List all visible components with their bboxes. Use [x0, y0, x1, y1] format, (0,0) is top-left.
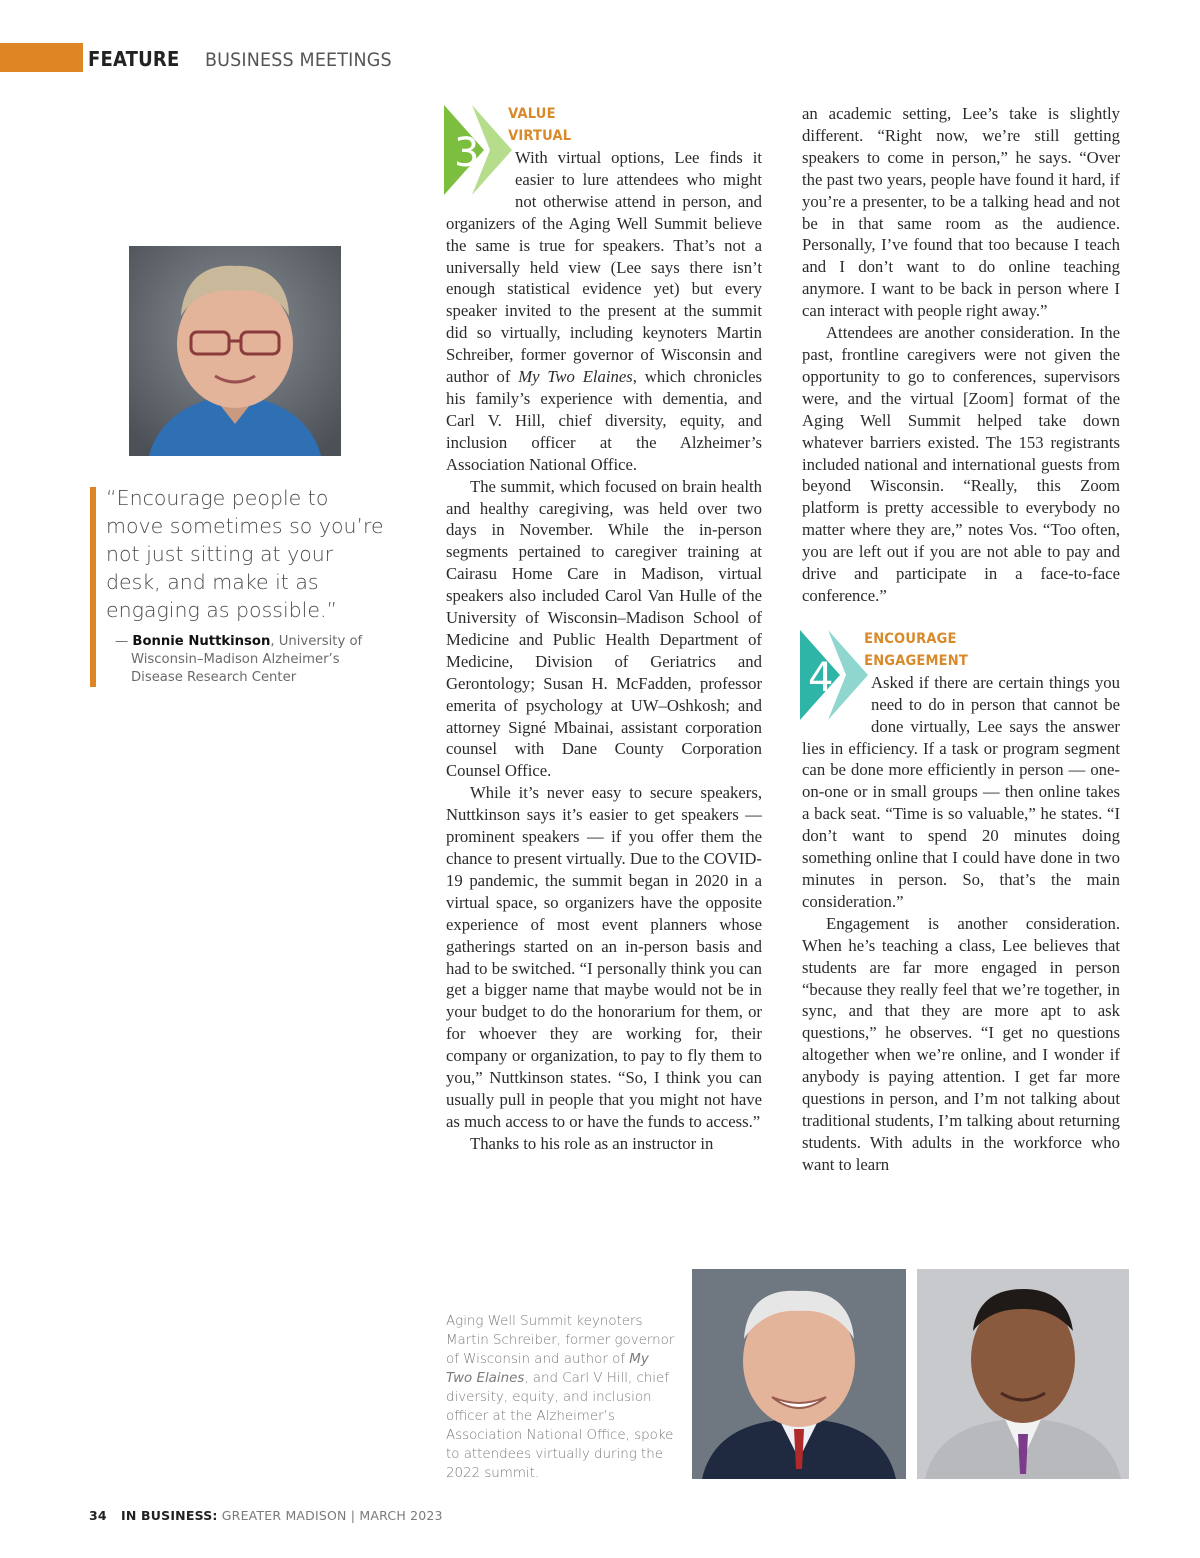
quote-attribution [115, 633, 385, 687]
paragraph: Asked if there are certain things you need to do in person that cannot be done virtually, Lee says the answer lies in efficiency. If a task or program segment can be done more efficiently in person — one-on-one or in small groups — then online takes a back seat. “Time is so valuable,” he states. “I don’t want to spend 20 minutes doing something online that I could have done in two minutes in person. So, that’s the main consideration.” [802, 672, 1120, 911]
page-footer [89, 1508, 443, 1523]
portrait-photo [129, 246, 341, 456]
section-label: FEATURE [88, 47, 180, 71]
article-column-1 [446, 103, 762, 1155]
paragraph: Engagement is another consideration. When he’s teaching a class, Lee believes that students are far more engaged in person “because they really feel that we’re together, in sync, and that they are more apt to ask questions,” he observes. “I get no questions altogether when we’re online, and I wonder if anybody is paying attention. I get far more questions in person, and I’m not talking about traditional students, I’m talking about returning students. With adults in the workforce who want to learn [802, 913, 1120, 1174]
footer-separator: | [346, 1508, 360, 1523]
attribution-name: Bonnie Nuttkinson [132, 634, 271, 649]
page-number: 34 [89, 1508, 107, 1523]
pull-quote-text: “Encourage people to move sometimes so you’re not just sitting at your desk, and make it as engaging as possible.” [106, 486, 384, 622]
keynoter-photo-schreiber [692, 1269, 906, 1479]
section-4-title-1: ENCOURAGE [864, 630, 957, 647]
magazine-name: IN BUSINESS: [120, 1508, 218, 1523]
section-3-title-2: VIRTUAL [508, 128, 572, 144]
attribution-dash: — [115, 634, 129, 649]
article-column-2 [802, 103, 1120, 1176]
paragraph: While it’s never easy to secure speakers, Nuttkinson says it’s easier to get speakers — prominent speakers — if you offer them the chance to present virtually. Due to the COVID-19 pandemic, the summit began in 2020 in a virtual space, so organizers have the opposite experience of most event planners whose gatherings started on an in-person basis and had to be switched. “I personally think you can get a bigger name that maybe would not be in your budget to do the honorarium for them, or for whoever they are working for, their company or organization, to pay to fly them to you,” Nuttkinson states. “So, I think you can usually pull in people that you might not have as much access to or have the funds to access.” [446, 783, 762, 1131]
pull-quote [106, 484, 386, 624]
keynoter-photo-hill [917, 1269, 1129, 1479]
paragraph: Attendees are another consideration. In the past, frontline caregivers were not given the opportunity to go to conferences, supervisors were, and the virtual [Zoom] format of the Aging Well Summit helped take down whatever barriers existed. The 153 registrants included national and international guests from beyond Wisconsin. “Really, this Zoom platform is pretty accessible to everybody no matter where they are,” notes Vos. “Too often, you are left out if you are not able to pay and drive and participate in a face-to-face conference.” [802, 323, 1120, 605]
attribution-affiliation-1: , University of [270, 634, 363, 649]
section-header [88, 44, 408, 72]
book-title: My Two Elaines [518, 367, 633, 387]
section-topic: BUSINESS MEETINGS [204, 49, 392, 71]
quote-accent-bar [90, 487, 96, 687]
header-accent-bar [0, 43, 83, 72]
photo-caption: Aging Well Summit keynoters Martin Schreiber, former governor of Wisconsin and author of My Two Elaines, and Carl V Hill, chief diversity, equity, and inclusion officer at the Alzheimer’s Association National Office, spoke to attendees virtually during the 2022 summit. [446, 1314, 675, 1481]
section-3-number: 3 [454, 130, 480, 176]
section-4-title-2: ENGAGEMENT [864, 652, 968, 669]
section-4-number: 4 [808, 654, 834, 701]
caption-book-title: My Two Elaines [446, 1352, 649, 1386]
paragraph: Thanks to his role as an instructor in [470, 1133, 714, 1153]
magazine-edition: GREATER MADISON [217, 1508, 347, 1523]
attribution-affiliation-2: Wisconsin–Madison Alzheimer’s Disease Research Center [131, 652, 340, 685]
issue-date: MARCH 2023 [359, 1508, 443, 1523]
section-3-title-1: VALUE [508, 106, 556, 122]
paragraph: With virtual options, Lee finds it easier to lure attendees who might not otherwise attend in person, and organizers of the Aging Well Summit believe the same is true for speakers. That’s not a universally held view (Lee says there isn’t enough statistical evidence yet) but every speaker invited to the present at the summit did so virtually, including keynoters Martin Schreiber, former governor of Wisconsin and author of My Two Elaines, which chronicles his family’s experience with dementia, and Carl V. Hill, chief diversity, equity, and inclusion officer at the Alzheimer’s Association National Office. [446, 148, 762, 474]
paragraph: an academic setting, Lee’s take is slightly different. “Right now, we’re still getting speakers to come in person,” he says. “Over the past two years, people have found it hard, if you’re a presenter, to be a talking head and not be in that same room as the audience. Personally, I’ve found that too because I teach and I don’t want to do online teaching anymore. I want to be back in person where I can interact with people right away.” [802, 104, 1120, 321]
paragraph: The summit, which focused on brain health and healthy caregiving, was held over two days in November. While the in-person segments pertained to caregiver training at Cairasu Home Care in Madison, virtual speakers also included Carol Van Hulle of the University of Wisconsin–Madison School of Medicine and Public Health Department of Medicine, Division of Geriatrics and Gerontology; Susan H. McFadden, professor emerita of psychology at UW–Oshkosh; and attorney Signé Mbainai, assistant corporation counsel with Dane County Corporation Counsel Office. [446, 476, 762, 781]
